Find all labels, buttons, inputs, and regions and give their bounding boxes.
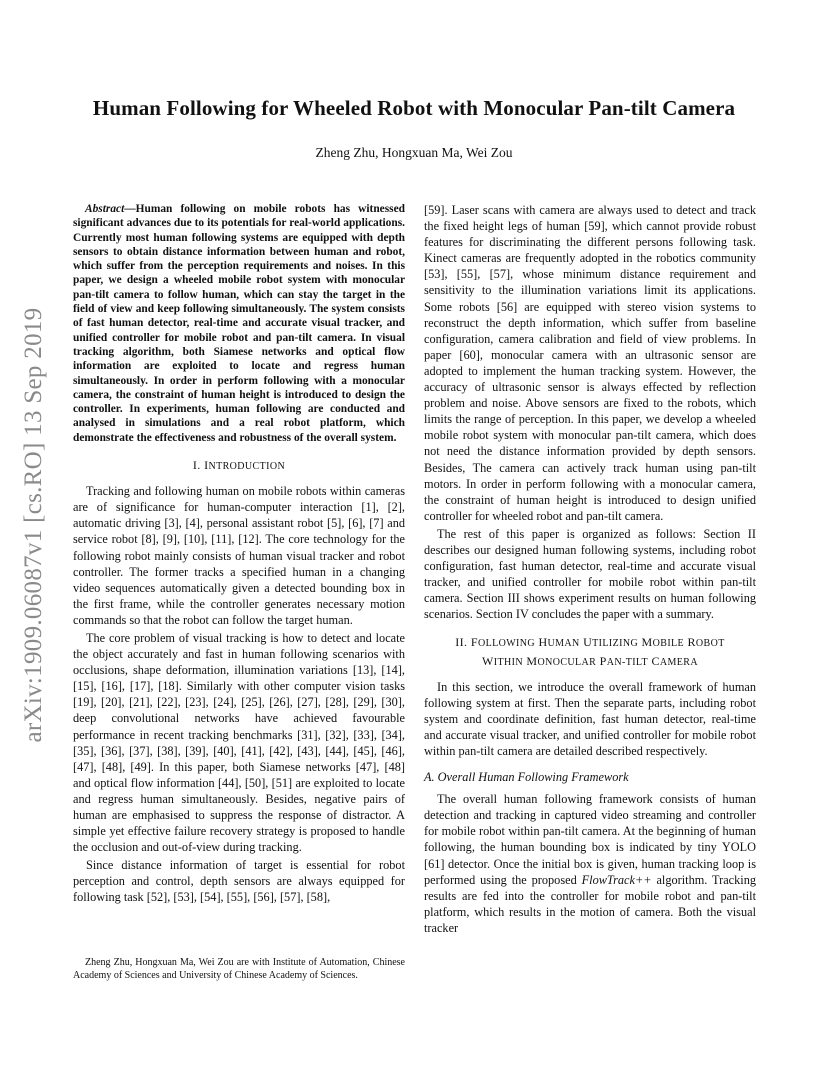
section-number: I. [192, 458, 201, 473]
intro-paragraph-4: The rest of this paper is organized as follows: Section II describes our designed human following systems, including robot configuration, fast human detector, real-time and accurate visual tracker, and unified controller for mobile robot within pan-tilt camera. Section III shows experiment results on human following scenarios. Section IV concludes the paper with a summary. [424, 526, 756, 622]
section-heading-line-2 [424, 653, 756, 671]
section-heading-introduction [73, 457, 405, 475]
heading-word: WITHIN [482, 653, 523, 668]
intro-paragraph-3: Since distance information of target is essential for robot perception and control, depth sensors are always equipped for following task [52], [53], [54], [55], [56], [57], [58], [73, 858, 405, 905]
heading-word: ROBOT [687, 635, 725, 650]
section-number: II. [455, 635, 468, 650]
subsection-paragraph-1: The overall human following framework consists of human detection and tracking in captured video streaming and controller for mobile robot within pan-tilt camera. At the beginning of human following, the human bounding box is indicated by tiny YOLO [61] detector. Once the initial box is given, human tracking loop is performed using the proposed FlowTrack++ algorithm. Tracking results are fed into the controller for mobile robot and pan-tilt platform, which results in the motion of camera. Both the visual tracker [424, 792, 757, 935]
author-list: Zheng Zhu, Hongxuan Ma, Wei Zou [315, 145, 513, 160]
paper-title: Human Following for Wheeled Robot with Monocular Pan-tilt Camera [92, 96, 736, 120]
subsection-heading-overall-framework [424, 769, 756, 785]
flowtrack-term: FlowTrack++ [581, 872, 652, 887]
section-title-rest: NTRODUCTION [208, 461, 286, 473]
arxiv-identifier-stamp [14, 285, 54, 765]
arxiv-stamp-text: arXiv:1909.06087v1 [cs.RO] 13 Sep 2019 [20, 307, 47, 743]
heading-word: CAMERA [651, 653, 698, 668]
abstract [73, 202, 405, 445]
intro-paragraph-2: The core problem of visual tracking is how to detect and locate the object accurately and fast in human following scenarios with occlusions, shape deformation, illumination variations [13], [14], [15], [16], [17], [18]. Similarly with other computer vision tasks [19], [20], [21], [22], [23], [24], [25], [26], [27], [28], [29], [30], deep convolutional networks have achieved favourable performance in recent tracking benchmarks [31], [32], [33], [34], [35], [36], [37], [38], [39], [40], [41], [42], [43], [44], [45], [46], [47], [48], [49]. In this paper, both Siamese networks [47], [48] and optical flow information [44], [50], [51] are exploited to locate and regress human simultaneously. Besides, negative pairs of human are emphasised to suppress the response of distractor. A simple yet effective failure recovery strategy is proposed to handle the occlusion and out-of-view during tracking. [73, 630, 405, 855]
intro-paragraph-1: Tracking and following human on mobile robots within cameras are of significance for human-computer interaction [1], [2], automatic driving [3], [4], personal assistant robot [5], [6], [7] and service robot [8], [9], [10], [11], [12]. The core technology for the following robot mainly consists of human visual tracker and robot controller. The former tracks a specified human in a changing video sequences automatically given a detected bounding box in the first frame, while the controller generates necessary motion commands so that the robot can follow the target human. [73, 484, 405, 627]
heading-word: MONOCULAR [526, 653, 597, 668]
section-heading-line-1 [424, 634, 756, 652]
section2-paragraph-1: In this section, we introduce the overall framework of human following system at first. Then the separate parts, including robot system and coordinate definition, fast human detector, real-time and accurate visual tracker, and unified controller for mobile robot within pan-tilt camera are detailed described respectively. [424, 679, 756, 758]
heading-word: MOBILE [641, 635, 685, 650]
heading-word: UTILIZING [583, 635, 639, 650]
abstract-label: Abstract [85, 203, 125, 215]
author-affiliation-footnote: Zheng Zhu, Hongxuan Ma, Wei Zou are with Institute of Automation, Chinese Academy of Sciences and University of Chinese Academy of Sciences. [73, 957, 405, 981]
section-heading-following-human [424, 634, 756, 670]
heading-word: PAN-TILT [599, 653, 649, 668]
heading-word: FOLLOWING [470, 635, 536, 650]
intro-paragraph-3-continued: [59]. Laser scans with camera are always used to detect and track the fixed height legs of human [59], which cannot provide robust features for discriminating the different persons following task. Kinect cameras are frequently adopted in the robotics community [53], [55], [57], whose minimum distance requirement and sensitivity to the illumination variations limit its applications. Some robots [56] are equipped with stereo vision systems to reconstruct the depth information, which suffer from baseline configuration, camera calibration and field of view problems. In paper [60], monocular camera with an ultrasonic sensor are adopted to implement the human tracking system. However, the accuracy of ultrasonic sensor is always effected by reflection problem and noise. Above sensors are fixed to the robots, which limits the range of perception. In this paper, we develop a wheeled mobile robot system with monocular pan-tilt camera, which does not need the distance information provided by depth sensors. Besides, The camera can actively track human using pan-tilt motors. In order in perform following with a monocular camera, the constraint of human height is introduced to design unified controller for wheeled robot and pan-tilt camera. [424, 203, 756, 523]
subsection-title: Overall Human Following Framework [437, 770, 629, 785]
abstract-text: Human following on mobile robots has witnessed significant advances due to its potentials for real-world applications. Currently most human following systems are equipped with depth sensors to obtain distance information between human and robot, which suffer from the perception requirements and noises. In this paper, we design a wheeled mobile robot system with monocular pan-tilt camera to follow human, which can stay the target in the field of view and keep following simultaneously. The system consists of fast human detector, real-time and accurate visual tracker, and unified controller for mobile robot and pan-tilt camera. In visual tracking algorithm, both Siamese networks and optical flow information are exploited to locate and regress human simultaneously. In order in perform following with a monocular camera, the constraint of human height is introduced to design the controller. In experiments, human following are conducted and analysed in simulations and a real robot platform, which demonstrate the effectiveness and robustness of the overall system. [73, 203, 405, 444]
left-column [73, 202, 405, 906]
heading-word: HUMAN [538, 635, 580, 650]
right-column [424, 202, 756, 936]
subsection-label: A. [424, 770, 435, 785]
abstract-dash: — [124, 203, 136, 215]
section-title-first-letter: I [204, 458, 209, 473]
